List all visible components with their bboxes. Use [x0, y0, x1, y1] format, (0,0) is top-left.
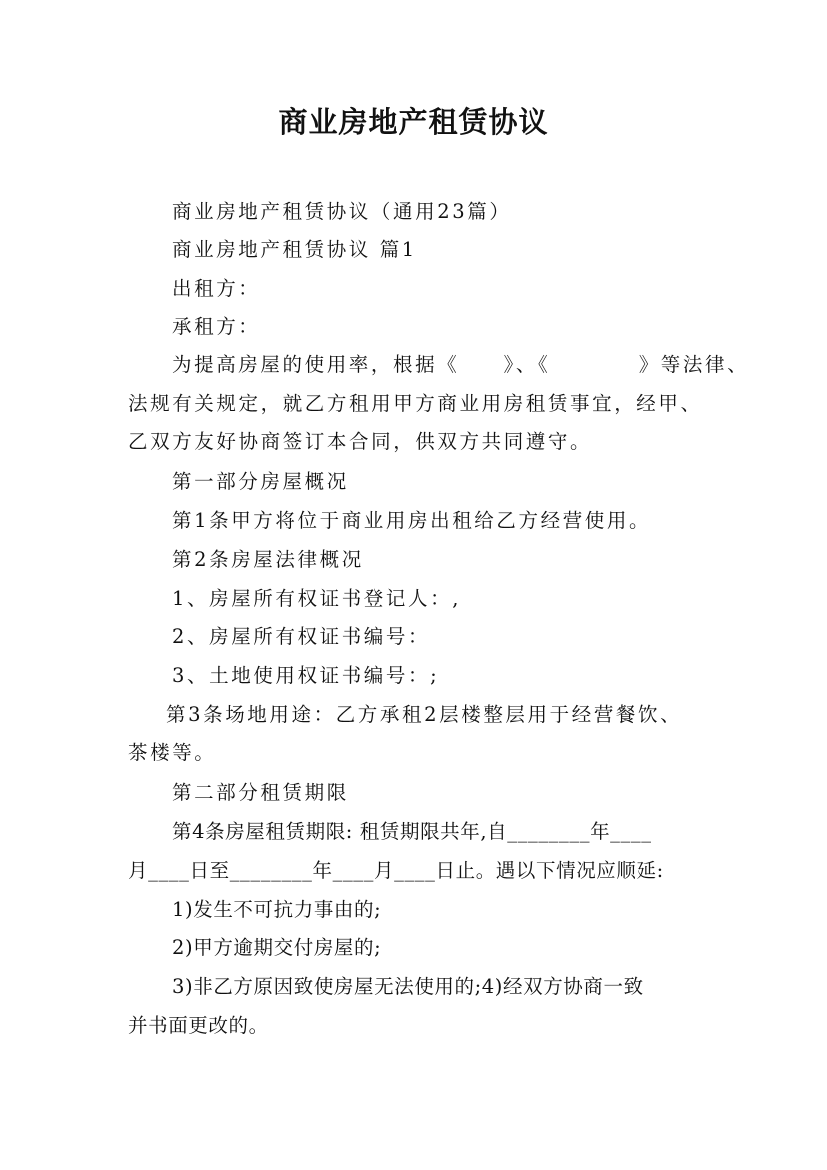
list-item: 3)非乙方原因致使房屋无法使用的;4)经双方协商一致: [172, 975, 644, 998]
list-item: 2)甲方逾期交付房屋的;: [172, 936, 382, 959]
section-heading: 第二部分租赁期限: [172, 781, 349, 804]
paragraph-line: 茶楼等。: [128, 741, 217, 764]
paragraph-line: 月____日至________年____月____日止。遇以下情况应顺延:: [128, 859, 664, 882]
section-heading: 第一部分房屋概况: [172, 470, 349, 493]
paragraph-line: 第4条房屋租赁期限: 租赁期限共年,自________年____: [172, 820, 652, 843]
paragraph-line: 商业房地产租赁协议（通用23篇）: [172, 200, 512, 223]
paragraph-line: 为提高房屋的使用率，根据《 》、《 》等法律、: [172, 353, 750, 376]
paragraph-line: 乙双方友好协商签订本合同，供双方共同遵守。: [128, 430, 593, 453]
paragraph-line: 3、土地使用权证书编号：;: [172, 664, 440, 687]
list-item: 并书面更改的。: [128, 1014, 269, 1037]
paragraph-line: 法规有关规定，就乙方租用甲方商业用房租赁事宜，经甲、: [128, 392, 703, 415]
list-item: 1)发生不可抗力事由的;: [172, 898, 382, 921]
paragraph-line: 第3条场地用途：乙方承租2层楼整层用于经营餐饮、: [166, 703, 683, 726]
document-title: 商业房地产租赁协议: [278, 105, 549, 139]
paragraph-line: 第1条甲方将位于商业用房出租给乙方经营使用。: [172, 509, 652, 532]
paragraph-line: 2、房屋所有权证书编号：: [172, 625, 431, 648]
paragraph-line: 出租方：: [172, 277, 261, 300]
paragraph-line: 承租方：: [172, 315, 261, 338]
paragraph-line: 1、房屋所有权证书登记人：,: [172, 587, 462, 610]
paragraph-line: 第2条房屋法律概况: [172, 548, 364, 571]
paragraph-line: 商业房地产租赁协议 篇1: [172, 238, 417, 261]
